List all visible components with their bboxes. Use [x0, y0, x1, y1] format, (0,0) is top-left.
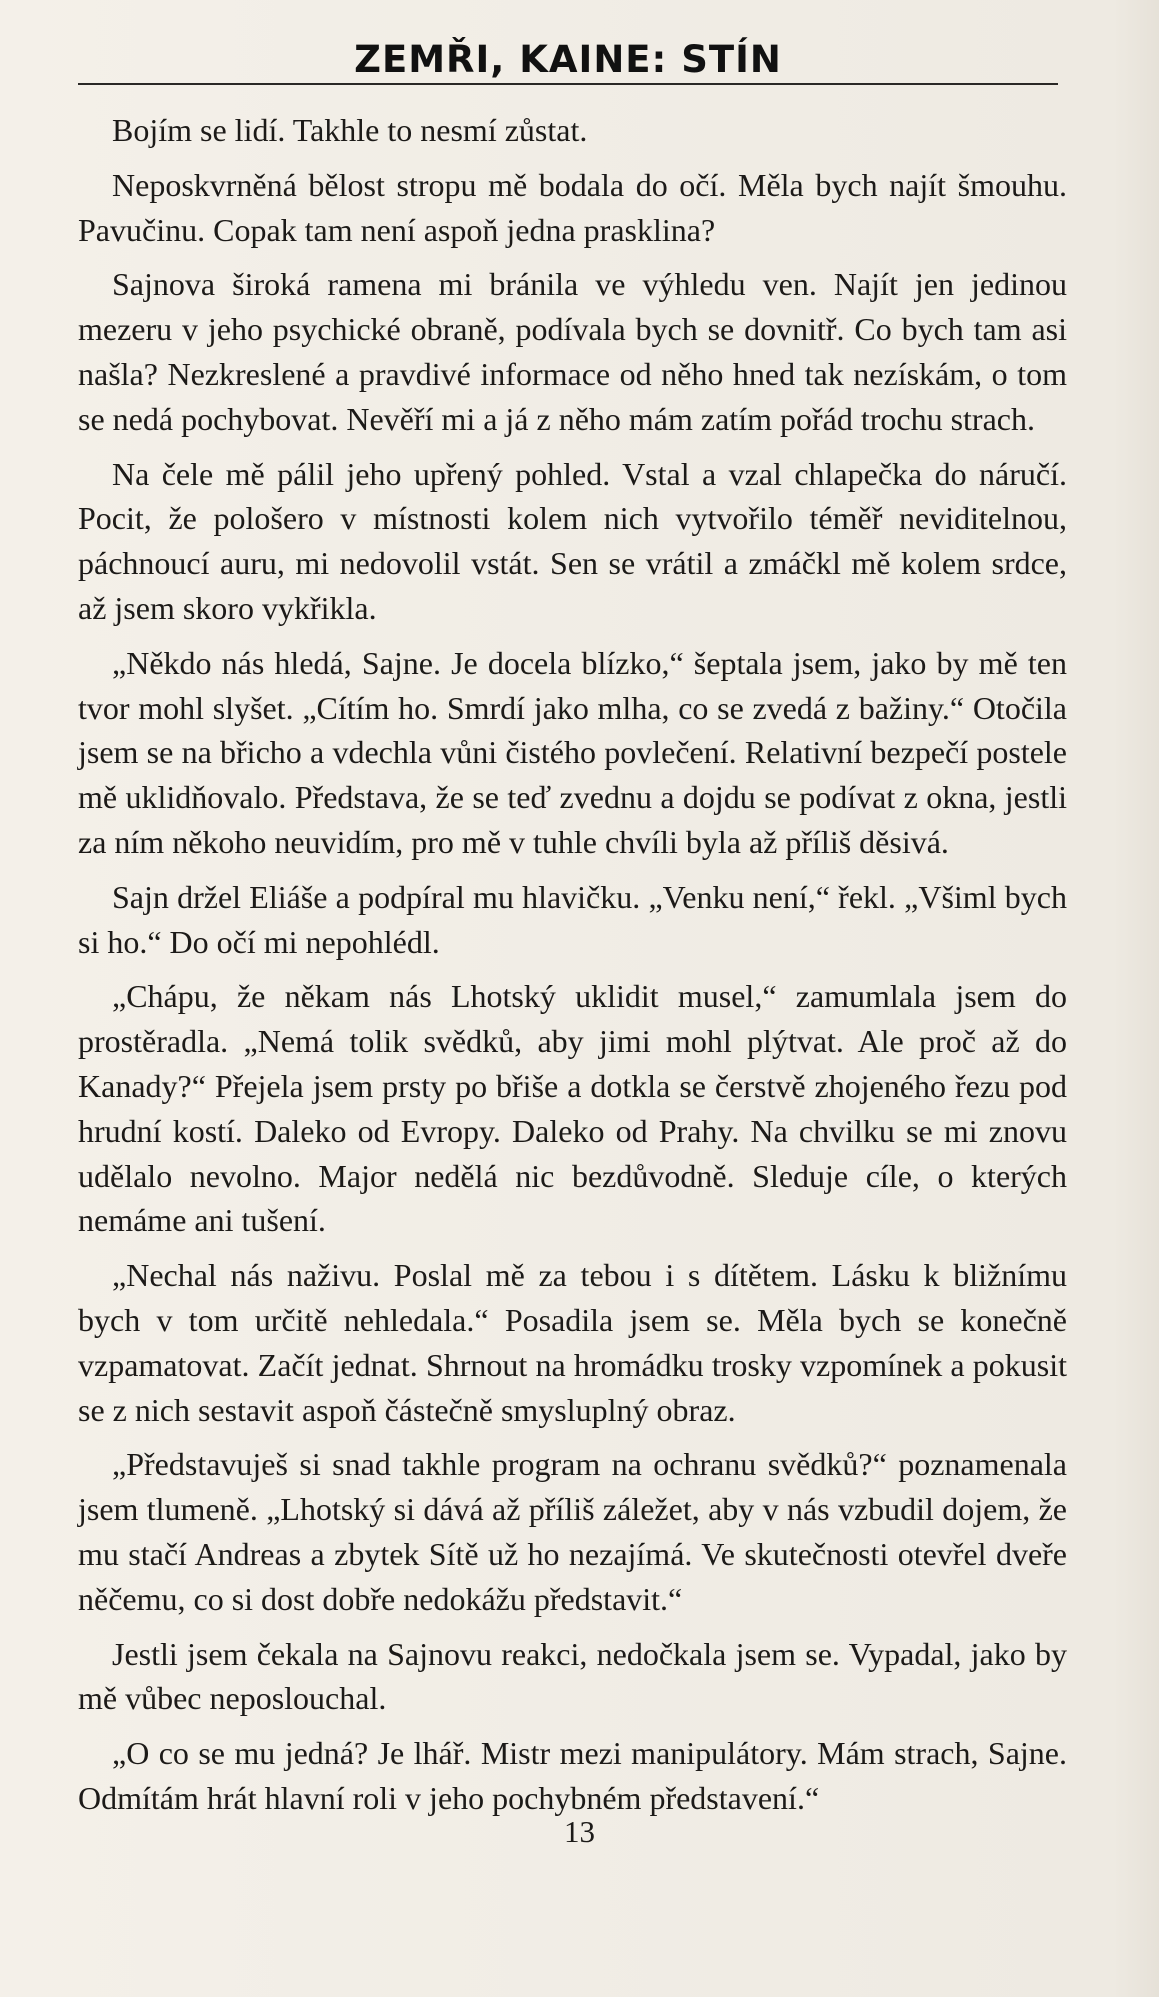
paragraph: Jestli jsem čekala na Sajnovu reakci, nedočkala jsem se. Vypadal, jako by mě vůbec neposlouchal. [78, 1635, 1067, 1717]
paragraph: Sajnova široká ramena mi bránila ve výhledu ven. Najít jen jedinou mezeru v jeho psychické obraně, podívala bych se dovnitř. Co bych tam asi našla? Nezkreslené a pravdivé informace od něho hned tak nezískám, o tom se nedá pochybovat. Nevěří mi a já z něho mám zatím pořád trochu strach. [78, 266, 1067, 437]
header-rule [78, 83, 1058, 85]
paragraph: „O co se mu jedná? Je lhář. Mistr mezi manipulátory. Mám strach, Sajne. Odmítám hrát hlavní roli v jeho pochybném představení.“ [78, 1735, 1067, 1816]
paragraph: „Představuješ si snad takhle program na ochranu svědků?“ poznamenala jsem tlumeně. „Lhotský si dává až příliš záležet, aby v nás vzbudil dojem, že mu stačí Andreas a zbytek Sítě už ho nezajímá. Ve skutečnosti otevřel dveře něčemu, co si dost dobře nedokážu představit.“ [78, 1446, 1067, 1617]
paragraph: Bojím se lidí. Takhle to nesmí zůstat. [112, 112, 588, 148]
paragraph: „Někdo nás hledá, Sajne. Je docela blízko,“ šeptala jsem, jako by mě ten tvor mohl slyšet. „Cítím ho. Smrdí jako mlha, co se zvedá z bažiny.“ Otočila jsem se na břicho a vdechla vůni čistého povlečení. Relativní bezpečí postele mě uklidňovalo. Představa, že se teď zvednu a dojdu se podívat z okna, jestli za ním někoho neuvidím, pro mě v tuhle chvíli byla až příliš děsivá. [78, 644, 1067, 860]
running-head: ZEMŘI, KAINE: STÍN [354, 38, 782, 81]
paragraph: „Nechal nás naživu. Poslal mě za tebou i s dítětem. Lásku k bližnímu bych v tom určitě nehledala.“ Posadila jsem se. Měla bych se konečně vzpamatovat. Začít jednat. Shrnout na hromádku trosky vzpomínek a pokusit se z nich sestavit aspoň částečně smysluplný obraz. [78, 1257, 1067, 1428]
paragraph: Neposkvrněná bělost stropu mě bodala do očí. Měla bych najít šmouhu. Pavučinu. Copak tam není aspoň jedna prasklina? [78, 166, 1067, 248]
paragraph: Sajn držel Eliáše a podpíral mu hlavičku. „Venku není,“ řekl. „Všiml bych si ho.“ Do očí mi nepohlédl. [78, 878, 1067, 960]
body-text [78, 108, 1067, 1831]
paragraph: „Chápu, že někam nás Lhotský uklidit musel,“ zamumlala jsem do prostěradla. „Nemá tolik svědků, aby jimi mohl plýtvat. Ale proč až do Kanady?“ Přejela jsem prsty po břiše a dotkla se čerstvě zhojeného řezu pod hrudní kostí. Daleko od Evropy. Daleko od Prahy. Na chvilku se mi znovu udělalo nevolno. Major nedělá nic bezdůvodně. Sleduje cíle, o kterých nemáme ani tušení. [78, 978, 1067, 1239]
page-number: 13 [564, 1814, 595, 1849]
paragraph: Na čele mě pálil jeho upřený pohled. Vstal a vzal chlapečka do náručí. Pocit, že pološero v místnosti kolem nich vytvořilo téměř neviditelnou, páchnoucí auru, mi nedovolil vstát. Sen se vrátil a zmáčkl mě kolem srdce, až jsem skoro vykřikla. [78, 455, 1067, 626]
